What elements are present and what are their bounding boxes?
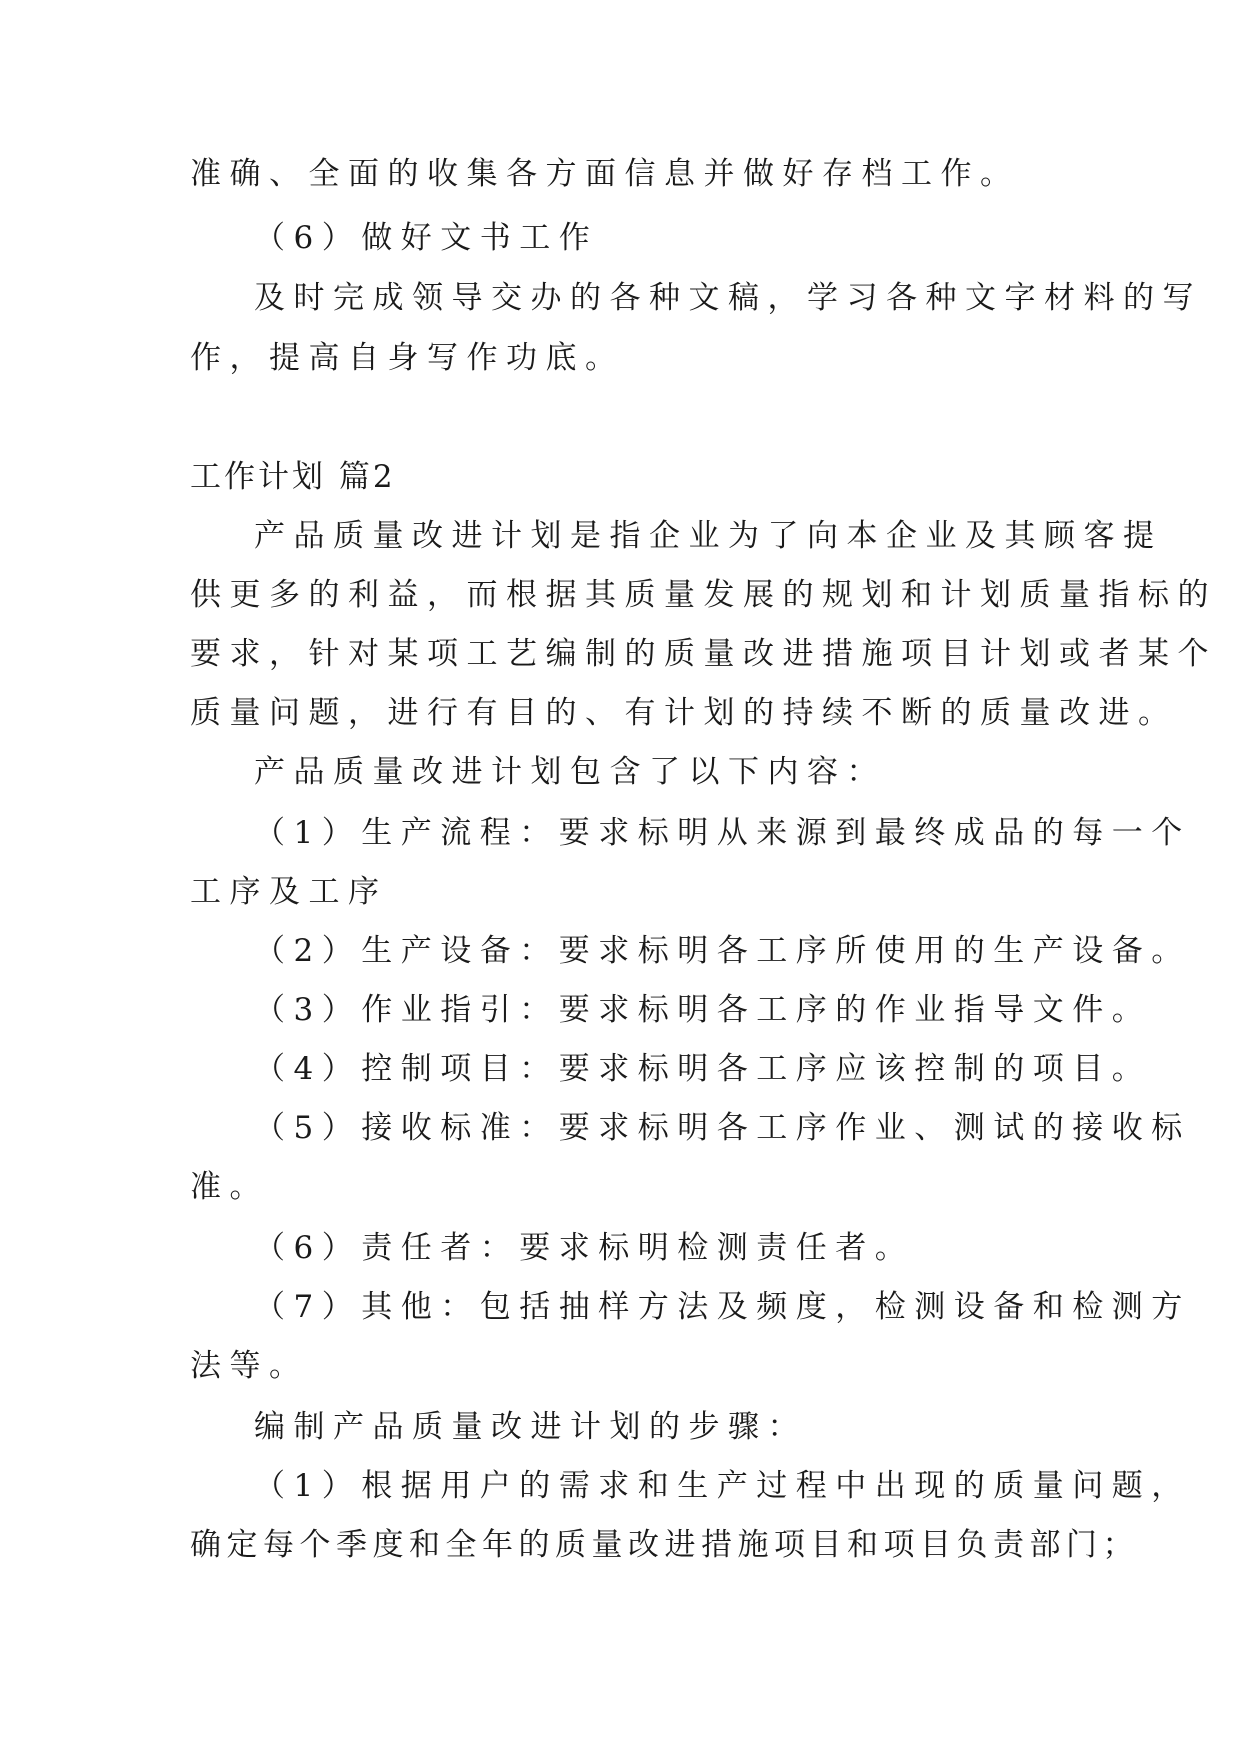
list-item: （5）接收标准：要求标明各工序作业、测试的接收标 [254, 1110, 1191, 1146]
list-item: （4）控制项目：要求标明各工序应该控制的项目。 [254, 1051, 1152, 1087]
paragraph-line: 工序及工序 [190, 874, 388, 910]
paragraph-line: 作，提高自身写作功底。 [190, 340, 625, 376]
paragraph-line: 要求，针对某项工艺编制的质量改进措施项目计划或者某个 [190, 636, 1217, 672]
section-heading: 工作计划 篇2 [190, 459, 396, 495]
paragraph-line: 法等。 [190, 1348, 309, 1384]
paragraph-line: 产品质量改进计划是指企业为了向本企业及其顾客提 [254, 518, 1163, 554]
list-item: （2）生产设备：要求标明各工序所使用的生产设备。 [254, 933, 1191, 969]
paragraph-line: 准确、全面的收集各方面信息并做好存档工作。 [190, 156, 1020, 192]
paragraph-line: 质量问题，进行有目的、有计划的持续不断的质量改进。 [190, 695, 1178, 731]
paragraph-line: 及时完成领导交办的各种文稿，学习各种文字材料的写 [254, 280, 1202, 316]
paragraph-line: 供更多的利益，而根据其质量发展的规划和计划质量指标的 [190, 577, 1217, 613]
list-item: （1）生产流程：要求标明从来源到最终成品的每一个 [254, 815, 1191, 851]
paragraph-line: 产品质量改进计划包含了以下内容： [254, 754, 886, 790]
list-item: （3）作业指引：要求标明各工序的作业指导文件。 [254, 992, 1152, 1028]
list-item: （7）其他：包括抽样方法及频度，检测设备和检测方 [254, 1289, 1191, 1325]
paragraph-line: 确定每个季度和全年的质量改进措施项目和项目负责部门； [190, 1527, 1139, 1563]
list-item: （1）根据用户的需求和生产过程中出现的质量问题， [254, 1468, 1191, 1504]
list-item: （6）做好文书工作 [254, 220, 599, 256]
list-item: （6）责任者：要求标明检测责任者。 [254, 1230, 915, 1266]
paragraph-line: 准。 [190, 1169, 269, 1205]
paragraph-line: 编制产品质量改进计划的步骤： [254, 1409, 807, 1445]
